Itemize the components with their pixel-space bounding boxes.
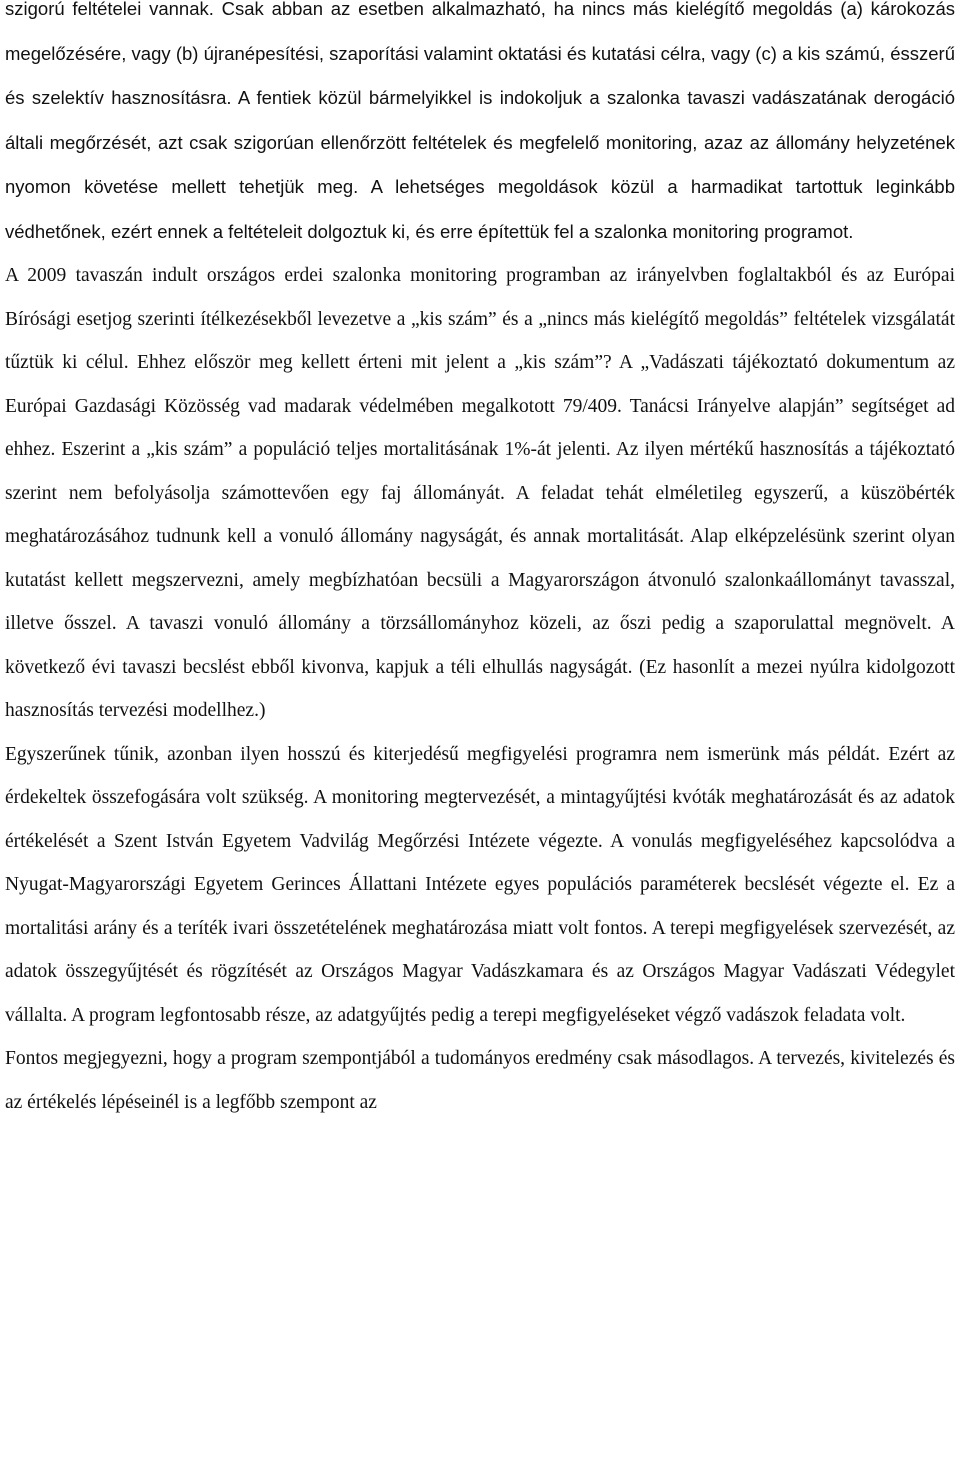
paragraph-2 <box>5 254 955 733</box>
paragraph-1-sans-text: szigorú feltételei vannak. Csak abban az esetben alkalmazható, ha nincs más kielégítő megoldás (a) károkozás megelőzésére, vagy (b) újranépesítési, szaporítási valamint oktatási és kutatási célra, vagy (c) a kis számú, ésszerű és szelektív hasznosításra. A fentiek közül bármelyikkel is indokoljuk a szalonka tavaszi vadászatának derogáció általi megőrzését, azt csak szigorúan ellenőrzött feltételek és megfelelő monitoring, azaz az állomány helyzetének nyomon követése mellett tehetjük meg. A lehetséges megoldások közül a harmadikat tartottuk leginkább védhetőnek, ezért ennek a feltételeit dolgoztuk ki, és erre építettük fel a szalonka monitoring programot. <box>5 0 955 242</box>
paragraph-3-text: Egyszerűnek tűnik, azonban ilyen hosszú és kiterjedésű megfigyelési programra nem ismerünk más példát. Ezért az érdekeltek összefogására volt szükség. A monitoring megtervezését, a mintagyűjtési kvóták meghatározását és az adatok értékelését a Szent István Egyetem Vadvilág Megőrzési Intézete végezte. A vonulás megfigyeléséhez kapcsolódva a Nyugat-Magyarországi Egyetem Gerinces Állattani Intézete egyes populációs paraméterek becslését végezte el. Ez a mortalitási arány és a teríték ivari összetételének meghatározása miatt volt fontos. A terepi megfigyelések szervezését, az adatok összegyűjtését és rögzítését az Országos Magyar Vadászkamara és az Országos Magyar Vadászati Védegylet vállalta. A program legfontosabb része, az adatgyűjtés pedig a terepi megfigyeléseket végző vadászok feladata volt. <box>5 743 955 1026</box>
paragraph-3 <box>5 733 955 1038</box>
paragraph-4 <box>5 1037 955 1124</box>
paragraph-2-text: A 2009 tavaszán indult országos erdei szalonka monitoring programban az irányelvben foglaltakból és az Európai Bírósági esetjog szerinti ítélkezésekből levezetve a „kis szám” és a „nincs más kielégítő megoldás” feltételek vizsgálatát tűztük ki célul. Ehhez először meg kellett érteni mit jelent a „kis szám”? A „Vadászati tájékoztató dokumentum az Európai Gazdasági Közösség vad madarak védelmében megalkotott 79/409. Tanácsi Irányelve alapján” segítséget ad ehhez. Eszerint a „kis szám” a populáció teljes mortalitásának 1%-át jelenti. Az ilyen mértékű hasznosítás a tájékoztató szerint nem befolyásolja számottevően egy faj állományát. A feladat tehát elméletileg egyszerű, a küszöbérték meghatározásához tudnunk kell a vonuló állomány nagyságát, és annak mortalitását. Alap elképzelésünk szerint olyan kutatást kellett megszervezni, amely megbízhatóan becsüli a Magyarországon átvonuló szalonkaállományt tavasszal, illetve ősszel. A tavaszi vonuló állomány a törzsállományhoz közeli, az őszi pedig a szaporulattal megnövelt. A következő évi tavaszi becslést ebből kivonva, kapjuk a téli elhullás nagyságát. (Ez hasonlít a mezei nyúlra kidolgozott hasznosítás tervezési modellhez.) <box>5 265 955 721</box>
paragraph-4-text: Fontos megjegyezni, hogy a program szempontjából a tudományos eredmény csak másodlagos. A tervezés, kivitelezés és az értékelés lépéseinél is a legfőbb szempont az <box>5 1048 955 1113</box>
document-page <box>5 0 955 1124</box>
paragraph-1 <box>5 0 955 254</box>
